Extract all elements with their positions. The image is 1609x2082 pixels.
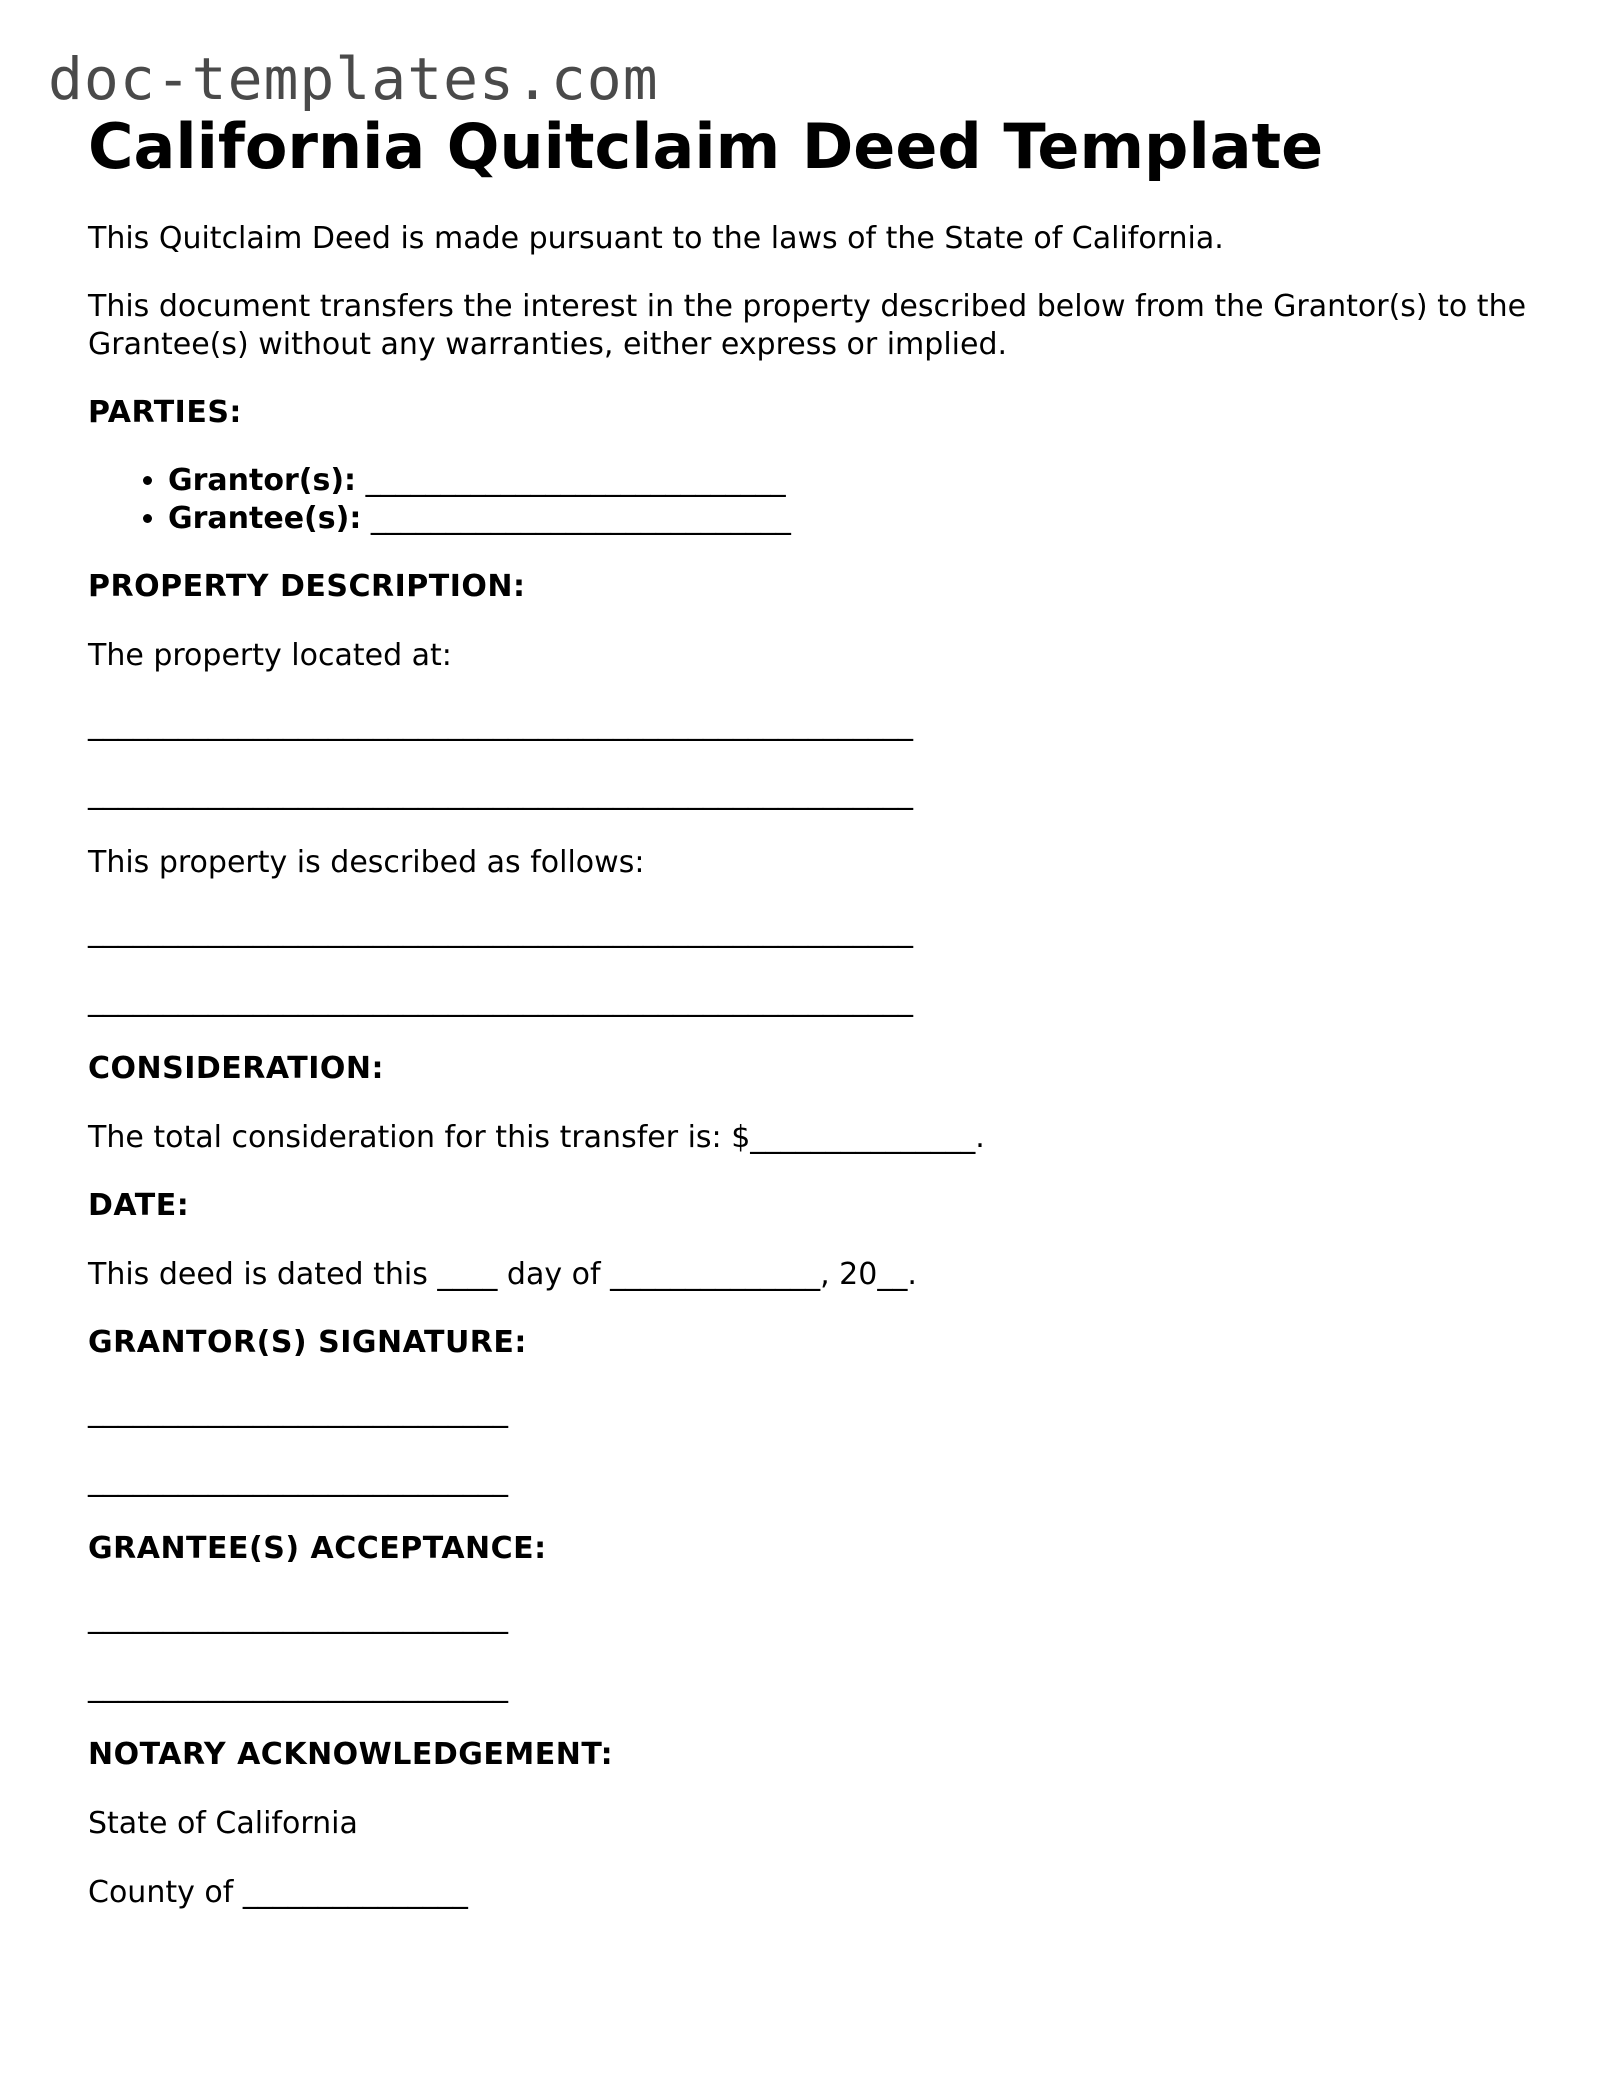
grantor-signature-line-1: ____________________________ [88, 1394, 508, 1430]
intro-paragraph-1: This Quitclaim Deed is made pursuant to the laws of the State of California. [88, 221, 1224, 257]
document-title: California Quitclaim Deed Template [88, 110, 1324, 183]
grantee-acceptance-line-2: ____________________________ [88, 1669, 508, 1705]
document-body [88, 110, 1528, 1912]
notary-heading: NOTARY ACKNOWLEDGEMENT: [88, 1737, 614, 1773]
property-located-line-2: _______________________________________________________ [88, 776, 913, 812]
consideration-text: The total consideration for this transfer is: $_______________. [88, 1120, 985, 1156]
property-located-line-1: _______________________________________________________ [88, 707, 913, 743]
grantor-signature-heading: GRANTOR(S) SIGNATURE: [88, 1325, 527, 1361]
intro-paragraph-2: This document transfers the interest in the property described below from the Grantor(s) to the Grantee(s) without any warranties, either express or implied. [88, 289, 1527, 363]
consideration-heading: CONSIDERATION: [88, 1051, 385, 1087]
watermark: doc-templates.com [48, 45, 659, 113]
grantor-label: Grantor(s): [168, 463, 357, 499]
date-text: This deed is dated this ____ day of ______________, 20__. [88, 1257, 917, 1293]
list-item [168, 462, 1528, 500]
property-located-text: The property located at: [88, 638, 452, 674]
property-described-line-2: _______________________________________________________ [88, 983, 913, 1019]
grantor-blank: ____________________________ [365, 463, 786, 499]
property-described-line-1: _______________________________________________________ [88, 914, 913, 950]
grantee-label: Grantee(s): [168, 501, 362, 537]
notary-state: State of California [88, 1806, 358, 1842]
date-heading: DATE: [88, 1188, 190, 1224]
grantee-acceptance-line-1: ____________________________ [88, 1600, 508, 1636]
grantee-acceptance-heading: GRANTEE(S) ACCEPTANCE: [88, 1531, 547, 1567]
grantor-signature-line-2: ____________________________ [88, 1463, 508, 1499]
parties-list [88, 462, 1528, 538]
property-described-text: This property is described as follows: [88, 845, 645, 881]
notary-county: County of _______________ [88, 1875, 468, 1911]
property-description-heading: PROPERTY DESCRIPTION: [88, 569, 526, 605]
list-item [168, 500, 1528, 538]
parties-heading: PARTIES: [88, 395, 242, 431]
grantee-blank: ____________________________ [370, 501, 791, 537]
